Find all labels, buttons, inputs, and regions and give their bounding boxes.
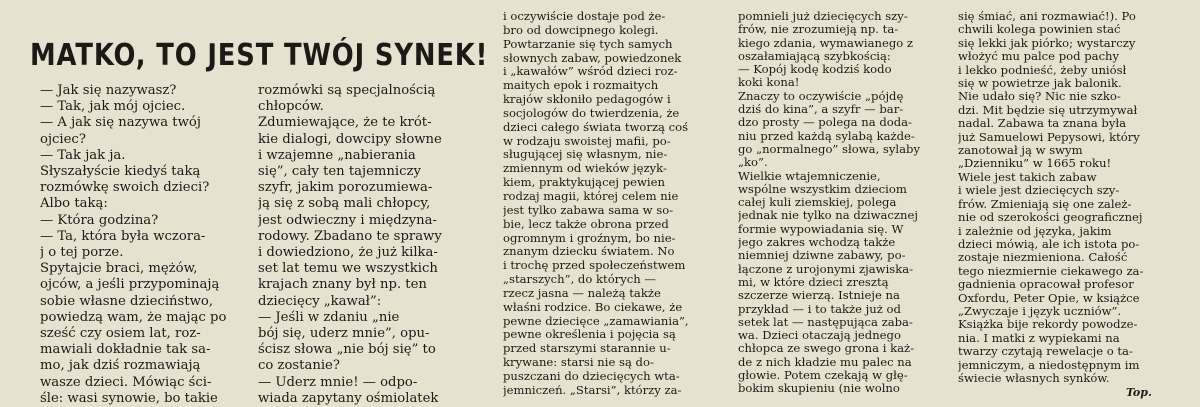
text-line: dzi. Mit będzie się utrzymywał [958,102,1138,117]
text-line: nia. I matki z wypiekami na [958,330,1120,345]
text-line: — Ta, która była wczora- [40,228,206,244]
text-line: bie, lecz także obrona przed [503,216,669,231]
text-line: chłopca ze swego grona i każ- [738,341,915,356]
text-line: Znaczy to oczywiście „pójdę [738,88,904,103]
text-line: jego zakres wchodzą także [738,235,896,250]
text-line: krajów skłoniło pedagogów i [503,92,671,107]
text-line: zanotował ją w swym [958,143,1083,158]
text-line: rodzaj magii, której celem nie [503,188,679,203]
text-line: znanym dziecku światem. No [503,244,675,259]
text-line: Spytajcie braci, mężów, [40,261,198,277]
text-line: twarzy czytają rewelacje o ta- [958,344,1133,359]
text-line: i wzajemne „nabierania [258,147,416,163]
text-line: rozmówki są specjalnością [258,83,436,98]
text-line: dziś do kina”, a szyfr — bar- [738,102,904,117]
text-line: pomnieli już dziecięcych szy- [738,10,908,23]
text-line: w rodzaju swoistej mafii, po- [503,133,671,148]
text-line: dzo prosty — polega na doda- [738,115,912,130]
text-line: kiego zdania, wymawianego z [738,35,914,50]
text-line: już Samuelowi Pepysowi, który [958,129,1140,144]
text-line: Wiele jest takich zabaw [958,169,1097,184]
text-line: głowie. Potem czekają w głę- [738,368,908,383]
text-line: oszałamiającą szybkością: [738,48,891,63]
text-line: Albo taką: [40,196,108,212]
text-line: i lekko podnieść, żeby uniósł [958,62,1127,77]
article-column-3 [503,10,735,398]
text-line: pewne dziecięce „zamawiania”, [503,313,689,328]
text-line: niemniej dziwne zabawy, po- [738,248,906,263]
text-line: szyfr, jakim porozumiewa- [258,180,433,196]
text-line: krywane: starsi nie są do- [503,355,654,370]
text-line: jest odwieczny i międzyna- [258,212,437,228]
author-signature: Top. [1126,386,1152,399]
text-line: zostaje niezmieniona. Całość [958,250,1128,265]
text-line: przykład — i to także już od [738,301,901,316]
text-line: — A jak się nazywa twój [40,115,201,131]
text-line: gadnienia opracował profesor [958,277,1134,292]
text-line: set lat temu we wszystkich [258,261,438,277]
text-line: ją się z sobą mali chłopcy, [258,196,431,212]
article-column-5 [958,10,1198,385]
text-line: — Która godzina? [40,212,159,228]
text-line: wa. Dzieci otaczają jednego [738,328,901,343]
text-line: de z nich kładzie mu palec na [738,354,912,369]
text-line: kie dialogi, dowcipy słowne [258,131,442,147]
text-line: frów, nie zrozumieją np. ta- [738,22,899,37]
text-line: ojców, a jeśli przypominają [40,277,220,293]
text-line: go „normalnego” słowa, sylaby [738,141,921,156]
text-line: i trochę przed społeczeństwem [503,258,686,273]
text-line: sługującej się własnym, nie- [503,147,668,162]
text-line: — Jak się nazywasz? [40,83,177,98]
article-column-1 [40,83,270,407]
text-line: ścisz słowa „nie bój się” to [258,342,436,358]
text-line: rzecz jasna — należą także [503,285,661,300]
text-line: — Tak, jak mój ojciec. [40,99,186,115]
text-line: Książka bije rekordy powodze- [958,317,1138,332]
text-line: „Dzienniku” w 1665 roku! [958,156,1112,171]
article-title: MATKO, TO JEST TWÓJ SYNEK! [30,38,489,73]
text-line: maitych epok i rozmaitych [503,78,659,93]
text-line: szczerze wierzą. Istnieje na [738,288,900,303]
text-line: się lekki jak piórko; wystarczy [958,35,1136,50]
text-line: Nie udało się? Nic nie szko- [958,89,1121,104]
text-line: puszczani do dziecięcych wta- [503,368,680,383]
text-line: formie wypowiadania się. W [738,221,904,236]
text-line: i wiele jest dziecięcych szy- [958,183,1120,198]
text-line: mawiali dokładnie tak sa- [40,342,211,358]
text-line: tego niezmiernie ciekawego za- [958,263,1144,278]
text-line: kiem, praktykującej pewien [503,175,665,190]
text-line: mo, jak dziś rozmawiają [40,358,201,374]
text-line: „Zwyczaje i język uczniów”. [958,303,1122,318]
text-line: j o tej porze. [40,245,124,261]
text-line: i dowiedziono, że już kilka- [258,245,438,261]
text-line: niu przed każdą sylabą każde- [738,128,915,143]
text-line: rodowy. Zbadano te sprawy [258,228,442,244]
text-line: jest tylko zabawa sama w so- [503,202,674,217]
text-line: i „kawałów” wśród dzieci roz- [503,64,678,79]
text-line: dzieci mówią, ale ich istota po- [958,236,1140,251]
text-line: łączone z urojonymi zjawiska- [738,261,914,276]
text-line: — Kopój kodę kodziś kodo [738,62,892,77]
text-line: świecie własnych synków. [958,370,1110,385]
text-line: — Tak jak ja. [40,147,126,163]
text-line: i zależnie od języka, jakim [958,223,1112,238]
text-line: Wielkie wtajemniczenie, [738,168,881,183]
text-line: się w powietrze jak balonik. [958,76,1122,91]
text-line: całej kuli ziemskiej, polega [738,195,897,210]
text-line: włożyć mu palce pod pachy [958,49,1120,64]
text-line: krajach znany był np. ten [258,277,427,293]
text-line: wspólne wszystkim dzieciom [738,181,907,196]
text-line: nie od szerokości geograficznej [958,210,1143,225]
text-line: chwili kolega powinien stać [958,22,1121,37]
text-line: jemniczeń. „Starsi”, którzy za- [503,382,682,397]
text-line: ojciec? [40,131,86,147]
text-line: sześć czy osiem lat, roz- [40,326,201,342]
text-line: — Uderz mnie! — odpo- [258,374,418,390]
text-line: i oczywiście dostaje pod że- [503,10,666,23]
text-line: się śmiać, ani rozmawiać!). Po [958,10,1136,23]
text-line: bro od dowcipnego kolegi. [503,22,659,37]
text-line: chłopców. [258,99,324,115]
text-line: jednak nie tylko na dziwacznej [738,208,918,223]
text-line: Oxfordu, Peter Opie, w książce [958,290,1140,305]
text-line: słownych zabaw, powiedzonek [503,50,682,65]
text-line: jemniczym, a niedostępnym im [958,357,1140,372]
text-line: wiada zapytany ośmiolatek [258,390,439,406]
text-line: — Jeśli w zdaniu „nie [258,309,400,325]
text-line: pewne określenia i pojęcia są [503,327,676,342]
text-line: dziecięcy „kawał”: [258,293,382,309]
text-line: właśni rodzice. Bo ciekawe, że [503,299,683,314]
text-line: przed starszymi starannie u- [503,341,671,356]
article-column-4 [738,10,966,396]
text-line: socjologów do twierdzenia, że [503,105,680,120]
text-line: powiedzą wam, że mając po [40,309,227,325]
text-line: rozmówkę swoich dzieci? [40,180,210,196]
text-line: „starszych”, do których — [503,272,657,287]
text-line: zmiennym od wieków język- [503,161,667,176]
text-line: bój się, uderz mnie”, opu- [258,326,430,342]
text-line: setek lat — następująca zaba- [738,314,913,329]
text-line: dzieci całego świata tworzą coś [503,119,689,134]
text-line: się”, cały ten tajemniczy [258,164,421,180]
text-line: sobie własne dzieciństwo, [40,293,214,309]
text-line: ogromnym i groźnym, bo nie- [503,230,676,245]
text-line: Powtarzanie się tych samych [503,36,673,51]
article-column-2 [258,83,496,407]
text-line: bokim skupieniu (nie wolno [738,381,900,396]
text-line: co zostanie? [258,358,340,374]
text-line: nadal. Zabawa ta znana była [958,116,1127,131]
text-line: wasze dzieci. Mówiąc ści- [40,374,212,390]
text-line: śle: wasi synowie, bo takie [40,390,218,406]
text-line: Słyszałyście kiedyś taką [40,164,201,180]
text-line: koki kona! [738,75,800,90]
text-line: mi, w które dzieci zresztą [738,274,889,289]
text-line: Zdumiewające, że te krót- [258,115,432,131]
text-line: „ko”. [738,155,768,170]
text-line: frów. Zmieniają się one zależ- [958,196,1132,211]
